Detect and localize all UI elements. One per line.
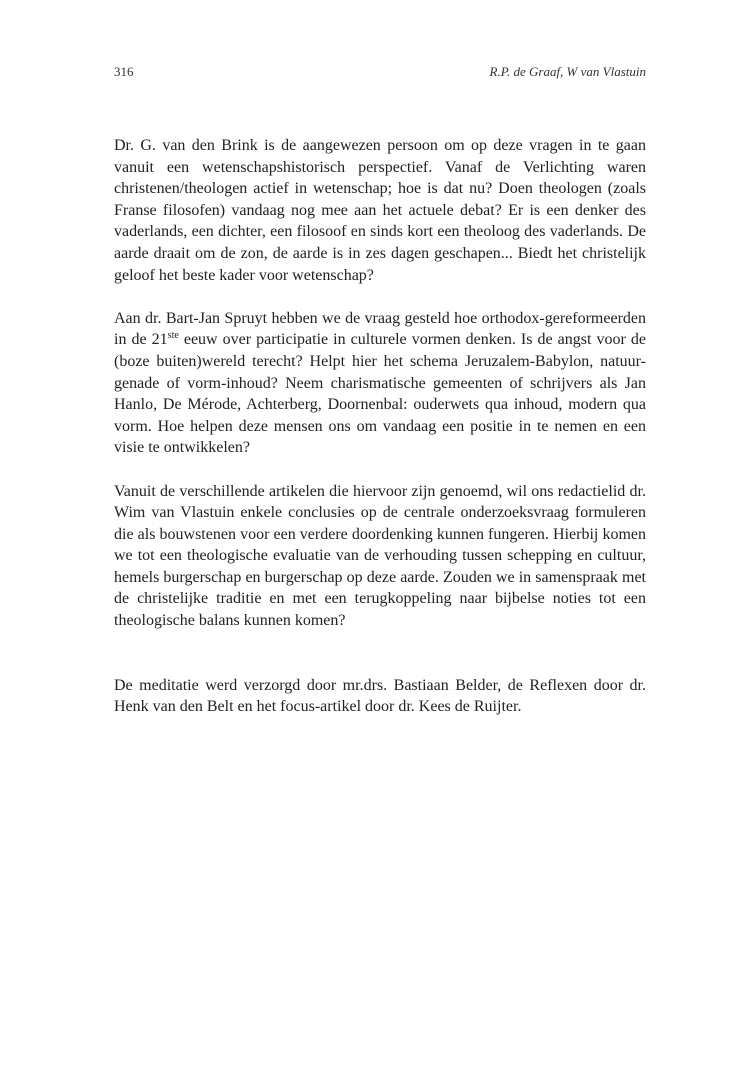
- running-head-authors: R.P. de Graaf, W van Vlastuin: [489, 64, 646, 79]
- paragraph-van-vlastuin: Vanuit de verschillende artikelen die hiervoor zijn genoemd, wil ons redactielid dr. Wim van Vlastuin enkele conclusies op de centrale onderzoeksvraag formuleren die als bouwstenen voor een verdere doordenking kunnen fungeren. Hierbij komen we tot een theologische evaluatie van de verhouding tussen schepping en cultuur, hemels burgerschap en burgerschap op deze aarde. Zouden we in samenspraak met de christelijke traditie en met een terugkoppeling naar bijbelse noties tot een theologische balans kunnen komen?: [114, 482, 646, 630]
- paragraph-spruyt-text-start: Aan dr. Bart-Jan Spruyt hebben we de vraag gesteld hoe orthodox-gereformeerden in de 21: [114, 309, 646, 349]
- paragraph-spruyt: [114, 308, 646, 459]
- running-head: [114, 64, 646, 84]
- paragraph-spruyt-text-end: eeuw over participatie in culturele vormen denken. Is de angst voor de (boze buiten)wereld terecht? Helpt hier het schema Jeruzalem-Babylon, natuur-genade of vorm-inhoud? Neem charismatische gemeenten of schrijvers als Jan Hanlo, De Mérode, Achterberg, Doornenbal: ouderwets qua inhoud, modern qua vorm. Hoe helpen deze mensen ons om vandaag een positie in te nemen en een visie te ontwikkelen?: [114, 331, 647, 457]
- paragraph-van-den-brink: Dr. G. van den Brink is de aangewezen persoon om op deze vragen in te gaan vanuit een wetenschapshistorisch perspectief. Vanaf de Verlichting waren christenen/theologen actief in wetenschap; hoe is dat nu? Doen theologen (zoals Franse filosofen) vandaag nog mee aan het actuele debat? Er is een denker des vaderlands, een dichter, een filosoof en sinds kort een theoloog des vaderlands. De aarde draait om de zon, de aarde is in zes dagen geschapen... Biedt het christelijk geloof het beste kader voor wetenschap?: [114, 137, 646, 284]
- paragraph-meditatie: De meditatie werd verzorgd door mr.drs. Bastiaan Belder, de Reflexen door dr. Henk van den Belt en het focus-artikel door dr. Kees de Ruijter.: [114, 676, 646, 716]
- body-text: [114, 135, 646, 718]
- superscript-ste: ste: [167, 330, 179, 342]
- page-number: 316: [114, 64, 134, 79]
